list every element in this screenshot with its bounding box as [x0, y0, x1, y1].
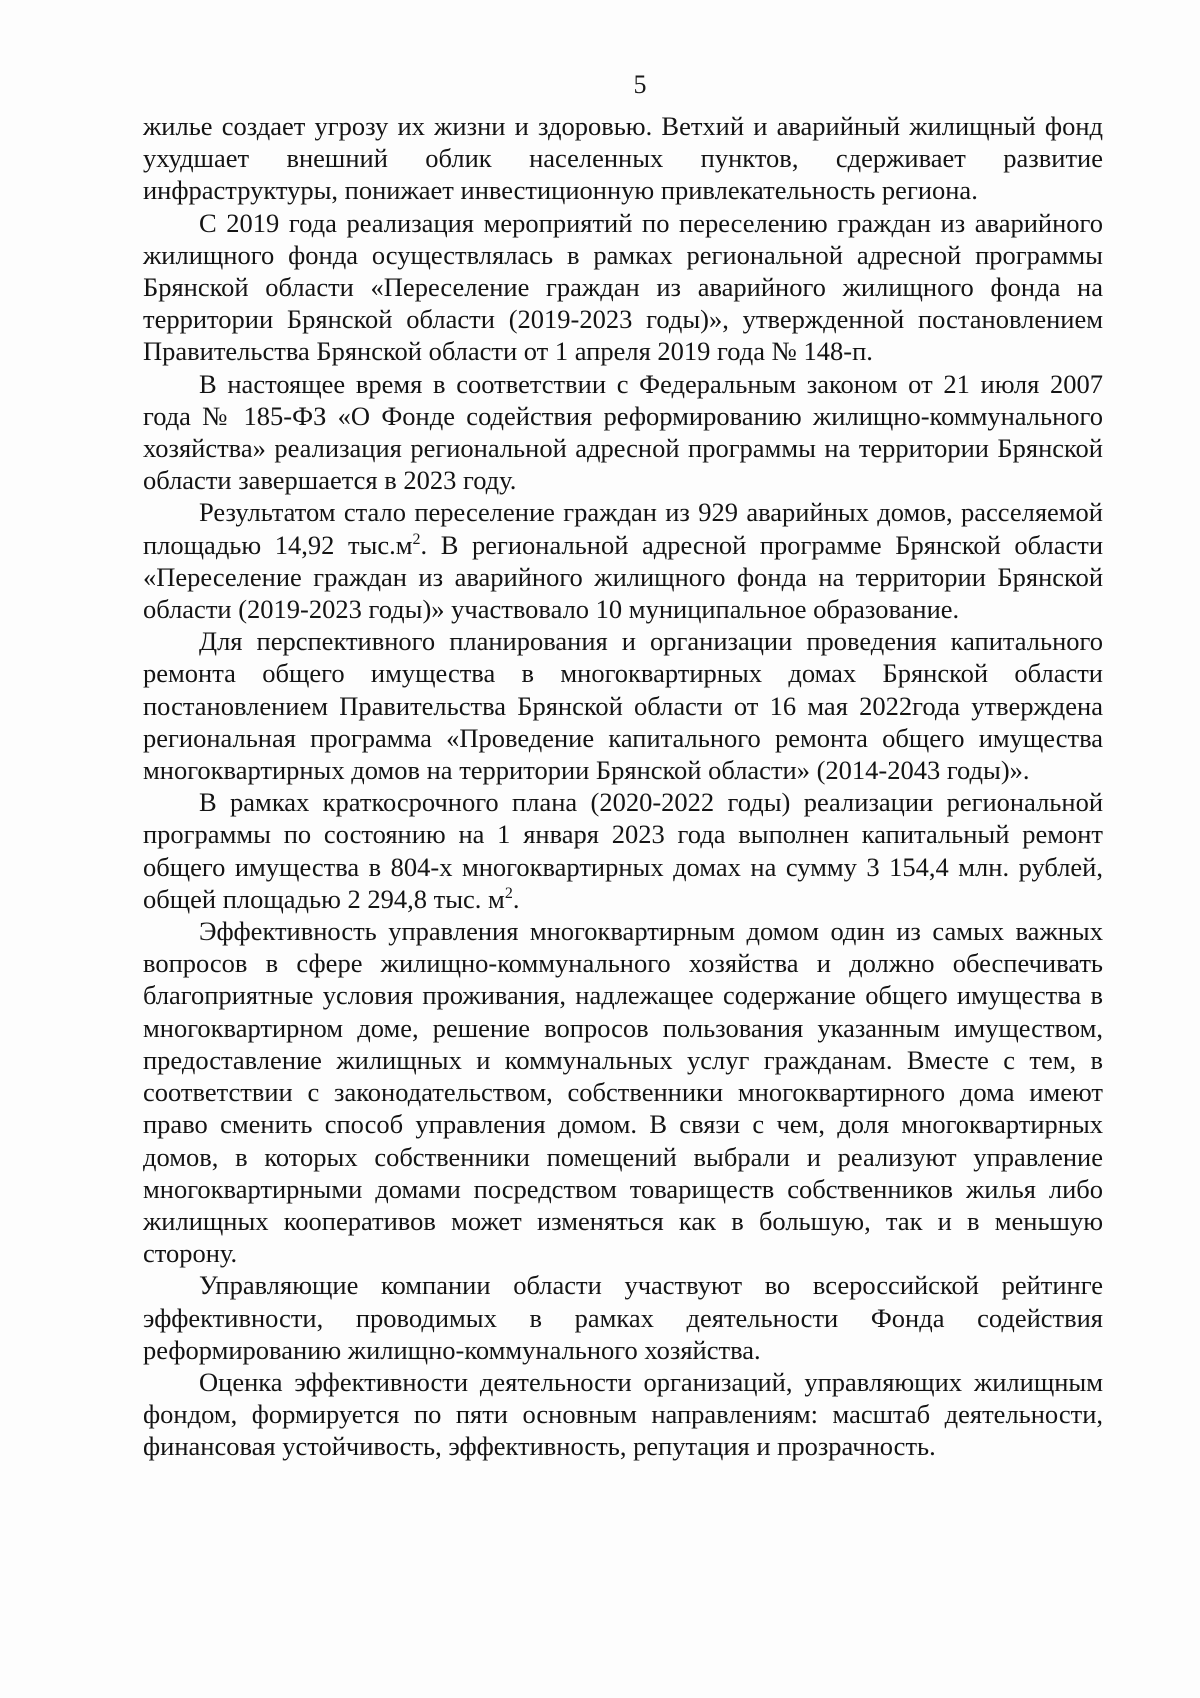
- superscript-square: 2: [504, 885, 513, 903]
- superscript-square: 2: [412, 530, 421, 548]
- paragraph-6: [143, 786, 1103, 915]
- paragraph-9: Оценка эффективности деятельности организаций, управляющих жилищным фондом, формируется по пяти основным направлениям: масштаб деятельности, финансовая устойчивость, эффективность, репутация и прозрачность.: [143, 1366, 1103, 1462]
- paragraph-4-text-start: Результатом стало переселение граждан из 929 аварийных домов, расселяемой площадью 14,92 тыс.м: [143, 497, 1103, 560]
- paragraph-4-text-end: . В региональной адресной программе Брянской области «Переселение граждан из аварийного жилищного фонда на территории Брянской области (2019-2023 годы)» участвовало 10 муниципальное образование.: [143, 529, 1103, 625]
- paragraph-8: Управляющие компании области участвуют во всероссийской рейтинге эффективности, проводимых в рамках деятельности Фонда содействия реформированию жилищно-коммунального хозяйства.: [143, 1270, 1103, 1365]
- paragraph-2: С 2019 года реализация мероприятий по переселению граждан из аварийного жилищного фонда осуществлялась в рамках региональной адресной программы Брянской области «Переселение граждан из аварийного жилищного фонда на территории Брянской области (2019-2023 годы)», утвержденной постановлением Правительства Брянской области от 1 апреля 2019 года № 148-п.: [143, 207, 1103, 367]
- paragraph-6-text-end: .: [512, 883, 520, 914]
- paragraph-7: Эффективность управления многоквартирным домом один из самых важных вопросов в сфере жилищно-коммунального хозяйства и должно обеспечивать благоприятные условия проживания, надлежащее содержание общего имущества в многоквартирном доме, решение вопросов пользования указанным имуществом, предоставление жилищных и коммунальных услуг гражданам. Вместе с тем, в соответствии с законодательством, собственники многоквартирного дома имеют право сменить способ управления домом. В связи с чем, доля многоквартирных домов, в которых собственники помещений выбрали и реализуют управление многоквартирными домами посредством товариществ собственников жилья либо жилищных кооперативов может изменяться как в большую, так и в меньшую сторону.: [143, 916, 1103, 1269]
- body-text: [143, 110, 1103, 1463]
- paragraph-5: Для перспективного планирования и организации проведения капитального ремонта общего имущества в многоквартирных домах Брянской области постановлением Правительства Брянской области от 16 мая 2022года утверждена региональная программа «Проведение капитального ремонта общего имущества многоквартирных домов на территории Брянской области» (2014-2043 годы)».: [143, 626, 1103, 786]
- page-number: 5: [633, 70, 647, 99]
- paragraph-4: [143, 496, 1103, 625]
- paragraph-6-text-start: В рамках краткосрочного плана (2020-2022 годы) реализации региональной программы по состоянию на 1 января 2023 года выполнен капитальный ремонт общего имущества в 804-х многоквартирных домах на сумму 3 154,4 млн. рублей, общей площадью 2 294,8 тыс. м: [143, 787, 1103, 914]
- paragraph-3: В настоящее время в соответствии с Федеральным законом от 21 июля 2007 года № 185-ФЗ «О Фонде содействия реформированию жилищно-коммунального хозяйства» реализация региональной адресной программы на территории Брянской области завершается в 2023 году.: [143, 368, 1103, 496]
- paragraph-1: жилье создает угрозу их жизни и здоровью. Ветхий и аварийный жилищный фонд ухудшает внешний облик населенных пунктов, сдерживает развитие инфраструктуры, понижает инвестиционную привлекательность региона.: [143, 111, 1103, 206]
